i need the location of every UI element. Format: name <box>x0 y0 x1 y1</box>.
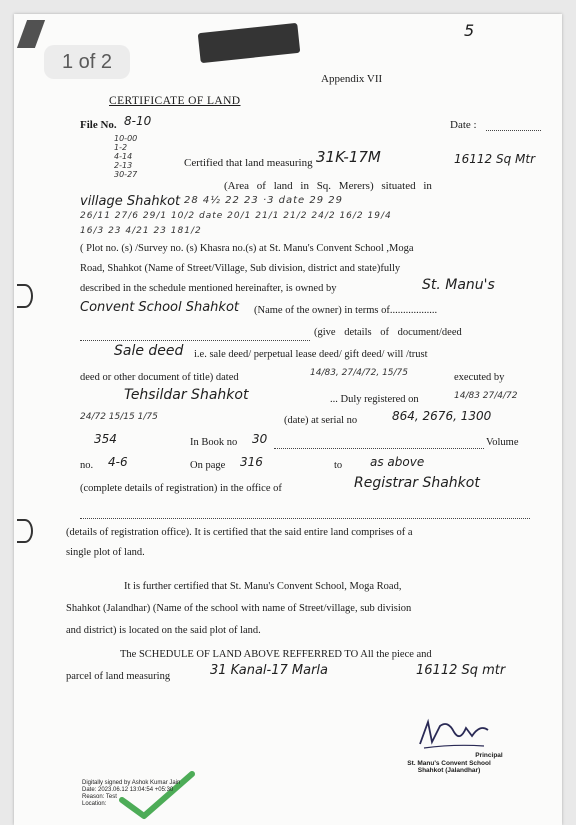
para2-line-a: It is further certified that St. Manu's Convent School, Moga Road, <box>124 581 402 592</box>
cert-line-15: In Book no <box>190 437 238 448</box>
cert-line-12a: deed or other document of title) dated <box>80 372 239 383</box>
cert-line-19: single plot of land. <box>66 547 145 558</box>
cert-line-13: ... Duly registered on <box>330 394 419 405</box>
serial-no-hw: 864, 2676, 1300 <box>392 409 492 423</box>
stamp-line-1: St. Manu's Convent School <box>407 759 491 767</box>
blank-line <box>274 438 484 449</box>
deed-dates-hw: 14/83, 27/4/72, 15/75 <box>310 368 409 378</box>
owner-name-hw: St. Manu's <box>422 277 495 293</box>
to-page-hw: as above <box>370 455 425 469</box>
owner-name-hw-2: Convent School Shahkot <box>80 300 239 315</box>
date-label: Date : <box>450 119 477 131</box>
binder-hole-mark <box>17 284 33 308</box>
cert-line-9: (Name of the owner) in terms of.................. <box>254 305 438 316</box>
corner-page-number: 5 <box>464 21 475 40</box>
para2-line-c: and district) is located on the said plot of land. <box>66 625 261 636</box>
registrar-office-hw: Registrar Shahkot <box>354 475 480 491</box>
blank-line <box>80 508 530 519</box>
volume-no-hw: 4-6 <box>108 455 128 469</box>
redaction-smudge <box>198 23 301 63</box>
khasra-numbers-hw: 28 4½ 22 23 ·3 date 29 29 <box>184 195 344 206</box>
cert-line-1: Certified that land measuring <box>184 157 313 169</box>
certificate-heading: CERTIFICATE OF LAND <box>109 95 241 107</box>
cert-line-16a: no. <box>80 460 94 471</box>
cert-line-16b: On page <box>190 460 226 471</box>
schedule-measure-hw: 31 Kanal-17 Marla <box>210 663 328 678</box>
cert-line-7: Road, Shahkot (Name of Street/Village, Sub division, district and state)fully <box>80 263 401 274</box>
deed-type-hw: Sale deed <box>114 343 184 359</box>
digital-sig-line-3: Reason: Test <box>82 794 117 800</box>
cert-line-12b: executed by <box>454 372 505 383</box>
digital-sig-line-2: Date: 2023.06.12 13:04:54 +05:30 <box>82 787 174 793</box>
cert-line-15b: Volume <box>486 437 519 448</box>
principal-stamp <box>379 752 519 775</box>
registered-dates-hw: 14/83 27/4/72 <box>454 391 518 401</box>
principal-signature <box>414 714 494 752</box>
para2-line-b: Shahkot (Jalandhar) (Name of the school with name of Street/village, sub division <box>66 603 412 614</box>
cert-line-10: (give details of document/deed <box>314 327 462 338</box>
file-no-label: File No. <box>80 119 117 131</box>
cert-line-17: (complete details of registration) in the office of <box>80 483 282 494</box>
para3-line-a: The SCHEDULE OF LAND ABOVE REFFERRED TO All the piece and <box>120 649 432 660</box>
cert-line-18: (details of registration office). It is certified that the said entire land comprises of a <box>66 527 413 538</box>
cert-line-6: ( Plot no. (s) /Survey no. (s) Khasra no.(s) at St. Manu's Convent School ,Moga <box>80 243 414 254</box>
land-measure-hw: 31K-17M <box>316 148 381 166</box>
khasra-numbers-hw: 16/3 23 4/21 23 181/2 <box>80 226 202 236</box>
appendix-label: Appendix VII <box>321 73 383 85</box>
page-indicator-badge: 1 of 2 <box>44 45 130 79</box>
village-hw: village Shahkot <box>80 194 181 209</box>
document-page <box>14 14 562 825</box>
book-no-hw: 30 <box>252 432 268 446</box>
cert-line-14: (date) at serial no <box>284 415 358 426</box>
registered-dates-hw-2: 24/72 15/15 1/75 <box>80 412 158 422</box>
cert-line-11: i.e. sale deed/ perpetual lease deed/ gift deed/ will /trust <box>194 349 428 360</box>
corner-punch-mark <box>17 20 45 48</box>
file-no-value: 8-10 <box>124 114 152 128</box>
blank-line <box>80 330 310 341</box>
cert-line-2: (Area of land in Sq. Merers) situated in <box>224 180 432 192</box>
khasra-numbers-hw: 26/11 27/6 29/1 10/2 date 20/1 21/1 21/2 24/2 16/2 19/4 <box>80 211 392 221</box>
executed-by-hw: Tehsildar Shahkot <box>124 387 249 403</box>
stamp-line-2: Shahkot (Jalandhar) <box>417 767 481 774</box>
digital-sig-line-4: Location: <box>82 801 107 807</box>
stamp-title: Principal <box>475 752 503 759</box>
cert-line-16c: to <box>334 460 343 471</box>
digital-sig-line-1: Digitally signed by Ashok Kumar Jain <box>82 780 181 786</box>
digital-signature-info <box>82 780 180 808</box>
schedule-sqm-hw: 16112 Sq mtr <box>416 663 506 678</box>
date-blank <box>486 118 541 131</box>
cert-line-8: described in the schedule mentioned hereinafter, is owned by <box>80 283 337 294</box>
binder-hole-mark <box>17 519 33 543</box>
page-no-hw: 316 <box>240 455 263 469</box>
serial-no-hw-2: 354 <box>94 432 117 446</box>
para3-line-b: parcel of land measuring <box>66 671 171 682</box>
land-area-sqm-hw: 16112 Sq Mtr <box>454 152 536 166</box>
file-no-annotations: 10-00 1-2 4-14 2-13 30-27 <box>114 134 138 179</box>
